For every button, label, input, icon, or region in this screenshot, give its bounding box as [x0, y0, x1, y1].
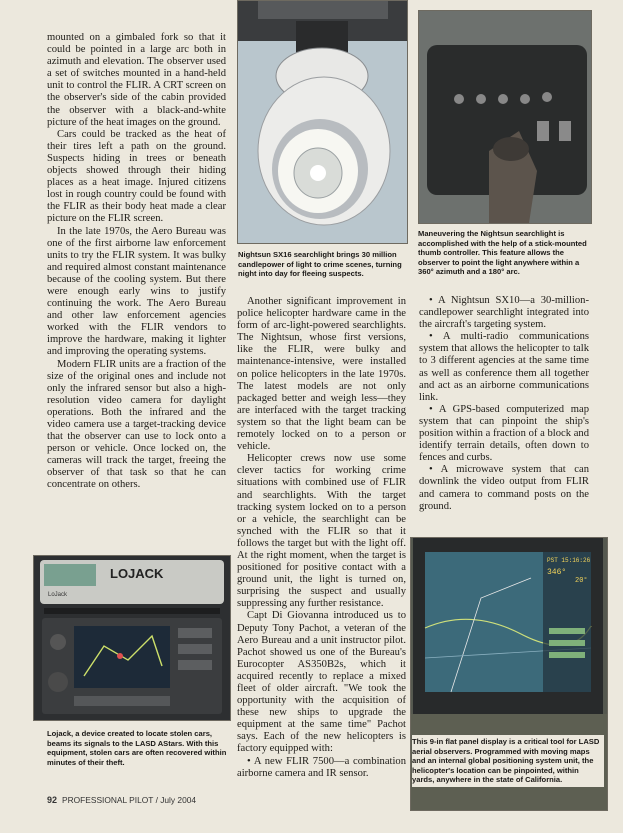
list-item: • A GPS-based computerized map system that can pinpoint the ship's position within a fraction of a block and identify terrain details, often down to fences and curbs. — [419, 403, 589, 464]
lojack-caption: Lojack, a device created to locate stolen cars, beams its signals to the LASD AStars. With this equipment, stolen cars are often recovered within minutes of their theft. — [47, 729, 227, 767]
publication-line: PROFESSIONAL PILOT / July 2004 — [62, 795, 197, 805]
page-number: 92 — [47, 795, 58, 805]
searchlight-photo — [237, 0, 408, 244]
list-item: • A microwave system that can downlink the video output from FLIR and camera to command posts on the ground. — [419, 464, 589, 512]
searchlight-caption: Nightsun SX16 searchlight brings 30 million candlepower of light to crime scenes, turning night into day for fleeing suspects. — [238, 250, 402, 279]
paragraph: • A new FLIR 7500—a combination airborne camera and IR sensor. — [237, 755, 406, 779]
controller-caption: Maneuvering the Nightsun searchlight is accomplished with the help of a stick-mounted thumb controller. This feature allows the observer to point the light anywhere within a 360° azimuth and a 180° arc. — [418, 229, 587, 277]
paragraph: Another significant improvement in police helicopter hardware came in the form of arc-light-powered searchlights. The Nightsun, whose first versions, like the FLIR, were bulky and maintenance-intensive, were installed on police helicopters in the late 1970s. The latest models are not only packaged better and weigh less—they are interfaced with the target tracking system so that the light beam can be remotely locked on to a person or vehicle. — [237, 296, 406, 453]
display-time: PST 15:16:26 — [547, 557, 591, 564]
left-column — [47, 32, 226, 492]
lojack-sublabel: LoJack — [48, 592, 68, 598]
paragraph: mounted on a gimbaled fork so that it could be pointed in a large arc both in azimuth and elevation. The observer used a set of switches mounted in a hand-held unit to control the FLIR. A CRT screen on the observer's side of the cabin provided the observer with a black-and-white picture of the heat images on the ground. — [47, 32, 226, 128]
middle-column — [237, 296, 406, 780]
controller-photo — [418, 10, 592, 224]
paragraph: In the late 1970s, the Aero Bureau was one of the first airborne law enforcement units to try the FLIR system. It was bulky and required almost constant maintenance because of the cooling system. But there were enough early wins to justify continuing the work. The Aero Bureau and other law enforcement agencies worked with the FLIR vendors to improve the hardware, making it lighter and improving the operating systems. — [47, 225, 226, 358]
lojack-illustration — [34, 556, 230, 720]
lojack-photo — [33, 555, 231, 721]
paragraph: Helicopter crews now use some clever tactics for working crime situations with combined use of FLIR and searchlights. With the target tracking system locked on to a person or a vehicle, the searchlight can be synched with the FLIR so that it follows the target but with the light off. At the right moment, when the target is positioned for positive contact with a ground unit, the light is turned on, surprising the suspect and usually suppressing any further resistance. — [237, 453, 406, 610]
list-item: • A Nightsun SX10—a 30-million-candlepower searchlight integrated into the aircraft's targeting system. — [419, 295, 589, 331]
paragraph: Cars could be tracked as the heat of their tires left a path on the ground. Suspects hiding in trees or beneath objects showed through their hiding places as a heat image. Injured citizens lost in rough country could be found with the FLIR as their body heat made a clear picture on the FLIR screen. — [47, 128, 226, 225]
display-heading: 346° — [547, 568, 567, 577]
searchlight-illustration — [238, 1, 407, 243]
page-footer — [47, 795, 196, 805]
display-caption: This 9-in flat panel display is a critical tool for LASD aerial observers. Programmed with moving maps and an internal global positioning system unit, the helicopter's location can be pinpointed, within yards, anywhere in the state of California. — [412, 735, 604, 787]
right-column — [419, 295, 589, 513]
list-item: • A multi-radio communications system that allows the helicopter to talk to 3 different agencies at the same time as well as conference them all together and act as an airborne communications link. — [419, 331, 589, 403]
paragraph: Modern FLIR units are a fraction of the size of the original ones and include not only the infrared sensor but also a high-resolution video camera for daylight operations. Both the infrared and the video camera use a target-tracking device that the observer can use to lock onto a person or vehicle. Once locked on, the cameras will track the target, freeing the observer of that task so that he can concentrate on others. — [47, 358, 226, 491]
paragraph: Capt Di Giovanna introduced us to Deputy Tony Pachot, a veteran of the Aero Bureau and a unit instructor pilot. Pachot showed us one of the Bureau's Eurocopter AS350B2s, which it acquired recently to replace a mixed fleet of older aircraft. "We took the opportunity with the acquisition of these new ships to upgrade the equipment at the same time" Pachot says. Each of the new helicopters is factory equipped with: — [237, 610, 406, 755]
controller-illustration — [419, 11, 591, 223]
lojack-logo: LOJACK — [110, 566, 164, 581]
display-temp: 20° — [575, 577, 588, 585]
